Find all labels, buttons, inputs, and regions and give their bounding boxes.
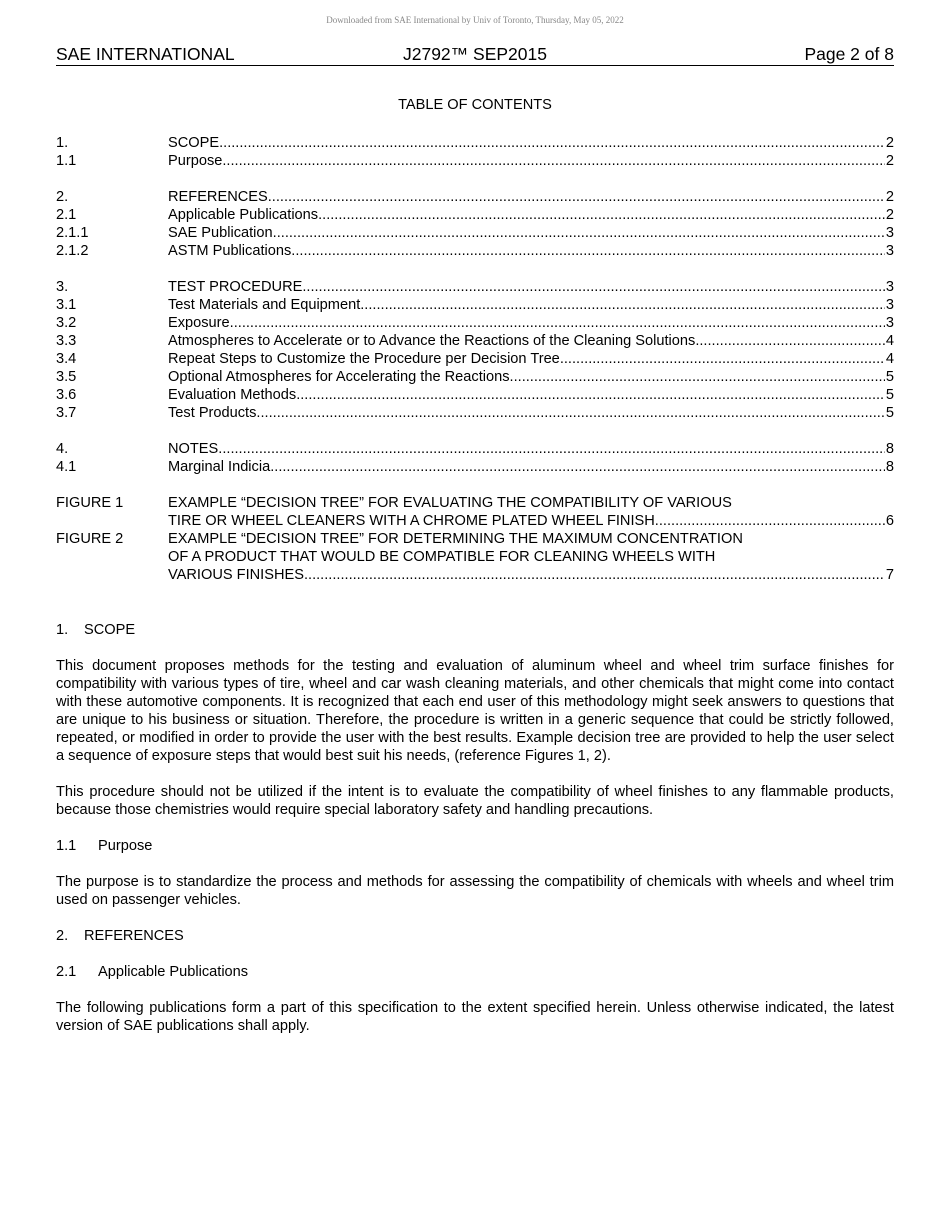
toc-number: 3.3: [56, 333, 77, 349]
toc-title-cell: [168, 332, 894, 350]
dot-leader: [318, 206, 885, 224]
toc-page: 3: [885, 225, 894, 241]
dot-leader: [270, 458, 885, 476]
toc-number: 2.1.1: [56, 225, 89, 241]
toc-number: 1.: [56, 135, 69, 151]
figure-title-line: EXAMPLE “DECISION TREE” FOR DETERMINING THE MAXIMUM CONCENTRATION: [168, 531, 743, 547]
toc-entry[interactable]: [56, 152, 894, 170]
header-doc-id: J2792™ SEP2015: [402, 44, 547, 64]
figure-title-last: [168, 566, 894, 584]
toc-entry[interactable]: [56, 134, 894, 152]
toc-page: 4: [885, 333, 894, 349]
toc-number: 3.4: [56, 351, 77, 367]
toc-page: 8: [885, 459, 894, 475]
toc-page: 3: [885, 243, 894, 259]
toc-page: 2: [885, 135, 894, 151]
toc-title-cell: [168, 242, 894, 260]
toc-page: 2: [885, 189, 894, 205]
toc-entry-title: Optional Atmospheres for Accelerating the Reactions: [168, 369, 510, 385]
download-watermark: Downloaded from SAE International by Univ of Toronto, Thursday, May 05, 2022: [326, 15, 624, 25]
toc-number: 3.6: [56, 387, 77, 403]
dot-leader: [296, 386, 885, 404]
toc-title-cell: [168, 368, 894, 386]
toc-number: 3.2: [56, 315, 77, 331]
figure-title-last: [168, 512, 894, 530]
toc-group: [56, 188, 894, 260]
dot-leader: [304, 566, 885, 584]
toc-page: 3: [885, 315, 894, 331]
toc-title-cell: [168, 350, 894, 368]
dot-leader: [510, 368, 885, 386]
toc-page: 5: [885, 387, 894, 403]
toc-title-cell: [168, 278, 894, 296]
figure-entry[interactable]: [56, 494, 894, 530]
toc-entry[interactable]: [56, 440, 894, 458]
dot-leader: [360, 296, 885, 314]
toc-page: 8: [885, 441, 894, 457]
dot-leader: [256, 404, 884, 422]
toc-title-cell: [168, 206, 894, 224]
toc-number: 4.: [56, 441, 69, 457]
toc-entry-title: Atmospheres to Accelerate or to Advance the Reactions of the Cleaning Solutions: [168, 333, 696, 349]
figure-title-line: EXAMPLE “DECISION TREE” FOR EVALUATING THE COMPATIBILITY OF VARIOUS: [168, 495, 732, 511]
list-of-figures: [56, 494, 894, 584]
toc-entry-title: NOTES: [168, 441, 219, 457]
toc-entry-title: SCOPE: [168, 135, 220, 151]
toc-entry-title: SAE Publication: [168, 225, 273, 241]
toc-title-cell: [168, 224, 894, 242]
toc-entry-title: Exposure: [168, 315, 230, 331]
dot-leader: [218, 440, 885, 458]
toc-entry-title: Test Products: [168, 405, 257, 421]
figure-number: FIGURE 1: [56, 495, 124, 511]
toc-entry-title: TEST PROCEDURE: [168, 279, 303, 295]
figure-number: FIGURE 2: [56, 531, 124, 547]
toc-entry[interactable]: [56, 368, 894, 386]
dot-leader: [268, 188, 885, 206]
toc-group: [56, 278, 894, 422]
paragraph: The following publications form a part of this specification to the extent specified herein. Unless otherwise indicated, the latest version of SAE publications shall apply.: [56, 1000, 894, 1034]
section-heading: 2. REFERENCES: [56, 928, 184, 944]
toc-entry-title: Evaluation Methods: [168, 387, 297, 403]
toc-page: 2: [885, 153, 894, 169]
dot-leader: [222, 152, 885, 170]
toc-number: 2.1: [56, 207, 77, 223]
toc-entry[interactable]: [56, 314, 894, 332]
toc-title-cell: [168, 458, 894, 476]
toc-number: 3.1: [56, 297, 77, 313]
figure-page: 6: [885, 513, 894, 529]
dot-leader: [230, 314, 885, 332]
dot-leader: [560, 350, 885, 368]
page-content: [56, 134, 894, 1053]
toc-number: 2.: [56, 189, 69, 205]
toc-number: 4.1: [56, 459, 77, 475]
dot-leader: [273, 224, 885, 242]
toc-title-cell: [168, 188, 894, 206]
dot-leader: [219, 134, 885, 152]
toc-number: 3.: [56, 279, 69, 295]
toc-entry[interactable]: [56, 224, 894, 242]
toc-entry-title: Test Materials and Equipment: [168, 297, 361, 313]
toc-group: [56, 134, 894, 170]
section-heading: 1.1 Purpose: [56, 838, 153, 854]
toc-number: 3.5: [56, 369, 77, 385]
toc-title-cell: [168, 440, 894, 458]
toc-entry-title: Marginal Indicia: [168, 459, 271, 475]
section-heading: 1. SCOPE: [56, 622, 136, 638]
header-org: SAE INTERNATIONAL: [56, 44, 235, 64]
figure-title-line: TIRE OR WHEEL CLEANERS WITH A CHROME PLATED WHEEL FINISH: [168, 513, 655, 529]
paragraph: This procedure should not be utilized if the intent is to evaluate the compatibility of wheel finishes to any flammable products, because those chemistries would require special laboratory safety and handling precautions.: [56, 784, 894, 818]
toc-number: 2.1.2: [56, 243, 89, 259]
paragraph: The purpose is to standardize the process and methods for assessing the compatibility of chemicals with wheels and wheel trim used on passenger vehicles.: [56, 874, 894, 908]
toc-page: 5: [885, 369, 894, 385]
toc-entry[interactable]: [56, 188, 894, 206]
figure-page: 7: [885, 567, 894, 583]
dot-leader: [291, 242, 885, 260]
figure-entry[interactable]: [56, 530, 894, 584]
toc-entry-title: Repeat Steps to Customize the Procedure per Decision Tree: [168, 351, 560, 367]
paragraph: This document proposes methods for the testing and evaluation of aluminum wheel and wheel trim surface finishes for compatibility with various types of tire, wheel and car wash cleaning materials, and other chemicals that might come into contact with these automotive components. It is recognized that each end user of this methodology might seek answers to questions that are unique to his business or situation. Therefore, the procedure is written in a generic sequence that could be strictly followed, repeated, or modified in order to provide the user with the best results. Example decision tree are provided to help the user select a sequence of exposure steps that would best suit his needs, (reference Figures 1, 2).: [56, 658, 894, 764]
toc-entry[interactable]: [56, 242, 894, 260]
figure-title-line: VARIOUS FINISHES: [168, 567, 304, 583]
section-heading: 2.1 Applicable Publications: [56, 964, 249, 980]
toc-entry[interactable]: [56, 296, 894, 314]
toc-entry[interactable]: [56, 404, 894, 422]
toc-title-cell: [168, 314, 894, 332]
section-scope: [56, 621, 894, 1035]
toc-page: 3: [885, 279, 894, 295]
toc-page: 2: [885, 207, 894, 223]
toc-entry[interactable]: [56, 206, 894, 224]
figure-title: [168, 494, 894, 530]
toc-title-cell: [168, 404, 894, 422]
toc-title-cell: [168, 296, 894, 314]
toc-entry-title: Purpose: [168, 153, 223, 169]
toc-entry[interactable]: [56, 458, 894, 476]
page-header: [56, 44, 894, 66]
toc-entry[interactable]: [56, 332, 894, 350]
toc-title-cell: [168, 134, 894, 152]
figure-title-line: OF A PRODUCT THAT WOULD BE COMPATIBLE FOR CLEANING WHEELS WITH: [168, 549, 716, 565]
toc-entry-title: REFERENCES: [168, 189, 268, 205]
toc-entry[interactable]: [56, 386, 894, 404]
dot-leader: [302, 278, 885, 296]
toc-title: TABLE OF CONTENTS: [398, 97, 552, 113]
toc-title-cell: [168, 386, 894, 404]
toc-entry[interactable]: [56, 350, 894, 368]
table-of-contents: [56, 134, 894, 476]
toc-page: 3: [885, 297, 894, 313]
toc-entry-title: Applicable Publications: [168, 207, 319, 223]
dot-leader: [695, 332, 885, 350]
figure-title: [168, 530, 894, 584]
dot-leader: [655, 512, 885, 530]
toc-title-cell: [168, 152, 894, 170]
toc-page: 5: [885, 405, 894, 421]
header-page-number: Page 2 of 8: [804, 44, 894, 64]
toc-entry[interactable]: [56, 278, 894, 296]
toc-page: 4: [885, 351, 894, 367]
toc-entry-title: ASTM Publications: [168, 243, 292, 259]
toc-number: 1.1: [56, 153, 77, 169]
toc-number: 3.7: [56, 405, 77, 421]
toc-group: [56, 440, 894, 476]
